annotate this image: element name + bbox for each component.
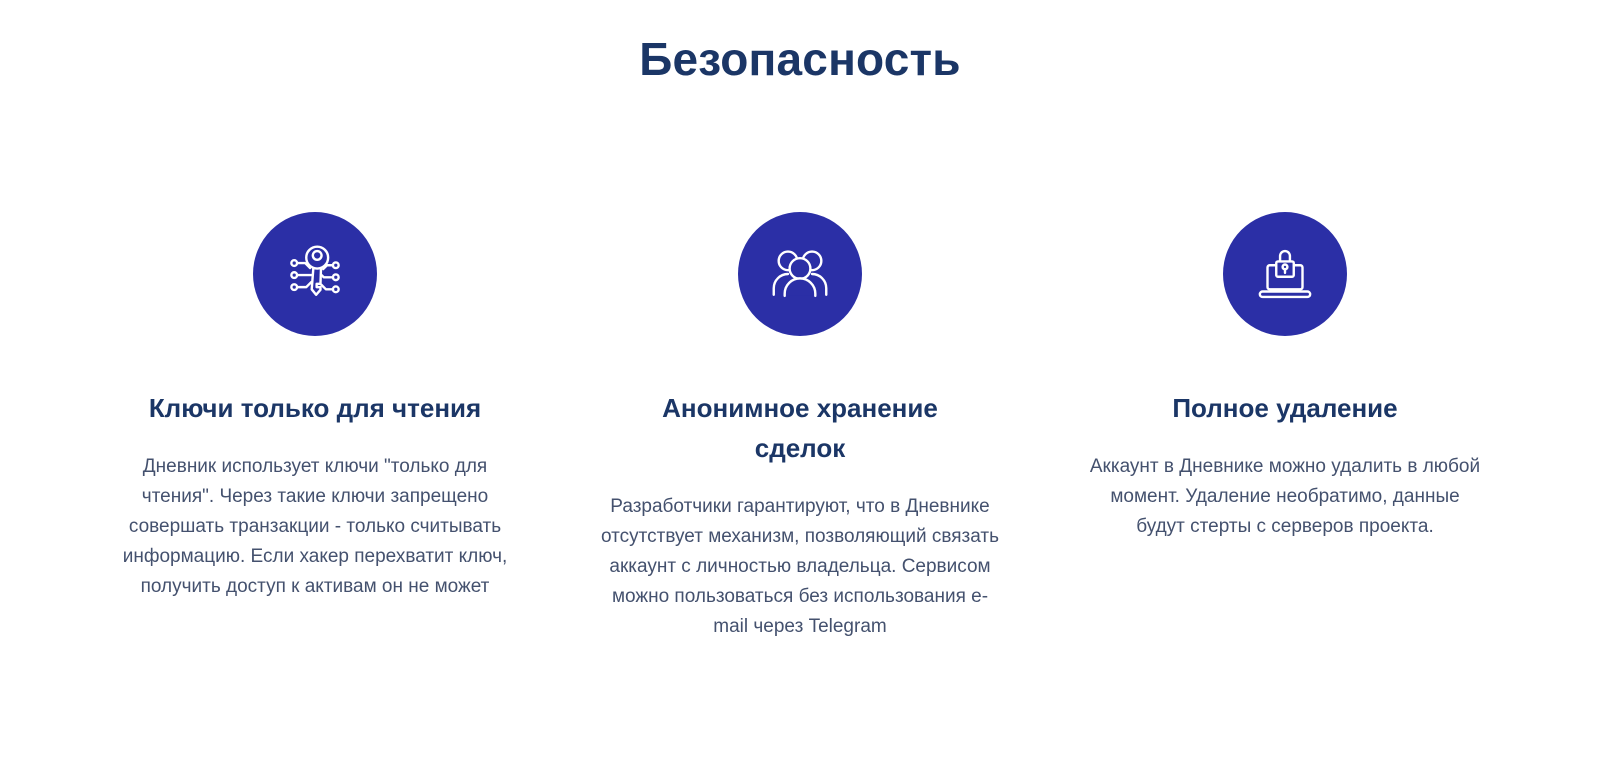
people-group-icon bbox=[738, 212, 862, 336]
circuit-key-icon bbox=[253, 212, 377, 336]
card-description: Аккаунт в Дневнике можно удалить в любой момент. Удаление необратимо, данные будут стерты с серверов проекта. bbox=[1089, 456, 1481, 537]
feature-card-readonly-keys bbox=[100, 212, 530, 642]
laptop-lock-icon bbox=[1223, 212, 1347, 336]
card-title: Полное удаление bbox=[1172, 393, 1398, 423]
card-title: Ключи только для чтения bbox=[148, 393, 482, 423]
feature-card-full-deletion bbox=[1070, 212, 1500, 642]
section-title: Безопасность bbox=[639, 33, 961, 85]
card-title: Анонимное хранение сделок bbox=[662, 393, 938, 463]
card-description: Разработчики гарантируют, что в Дневнике отсутствует механизм, позволяющий связать аккаунт с личностью владельца. Сервисом можно пользоваться без использования e-mail через Telegram bbox=[601, 496, 999, 637]
feature-card-anonymous-storage bbox=[585, 212, 1015, 642]
card-description: Дневник использует ключи "только для чтения". Через такие ключи запрещено совершать транзакции - только считывать информацию. Если хакер перехватит ключ, получить доступ к активам он не может bbox=[122, 456, 508, 597]
feature-cards-row bbox=[0, 212, 1600, 642]
security-section bbox=[0, 32, 1600, 761]
